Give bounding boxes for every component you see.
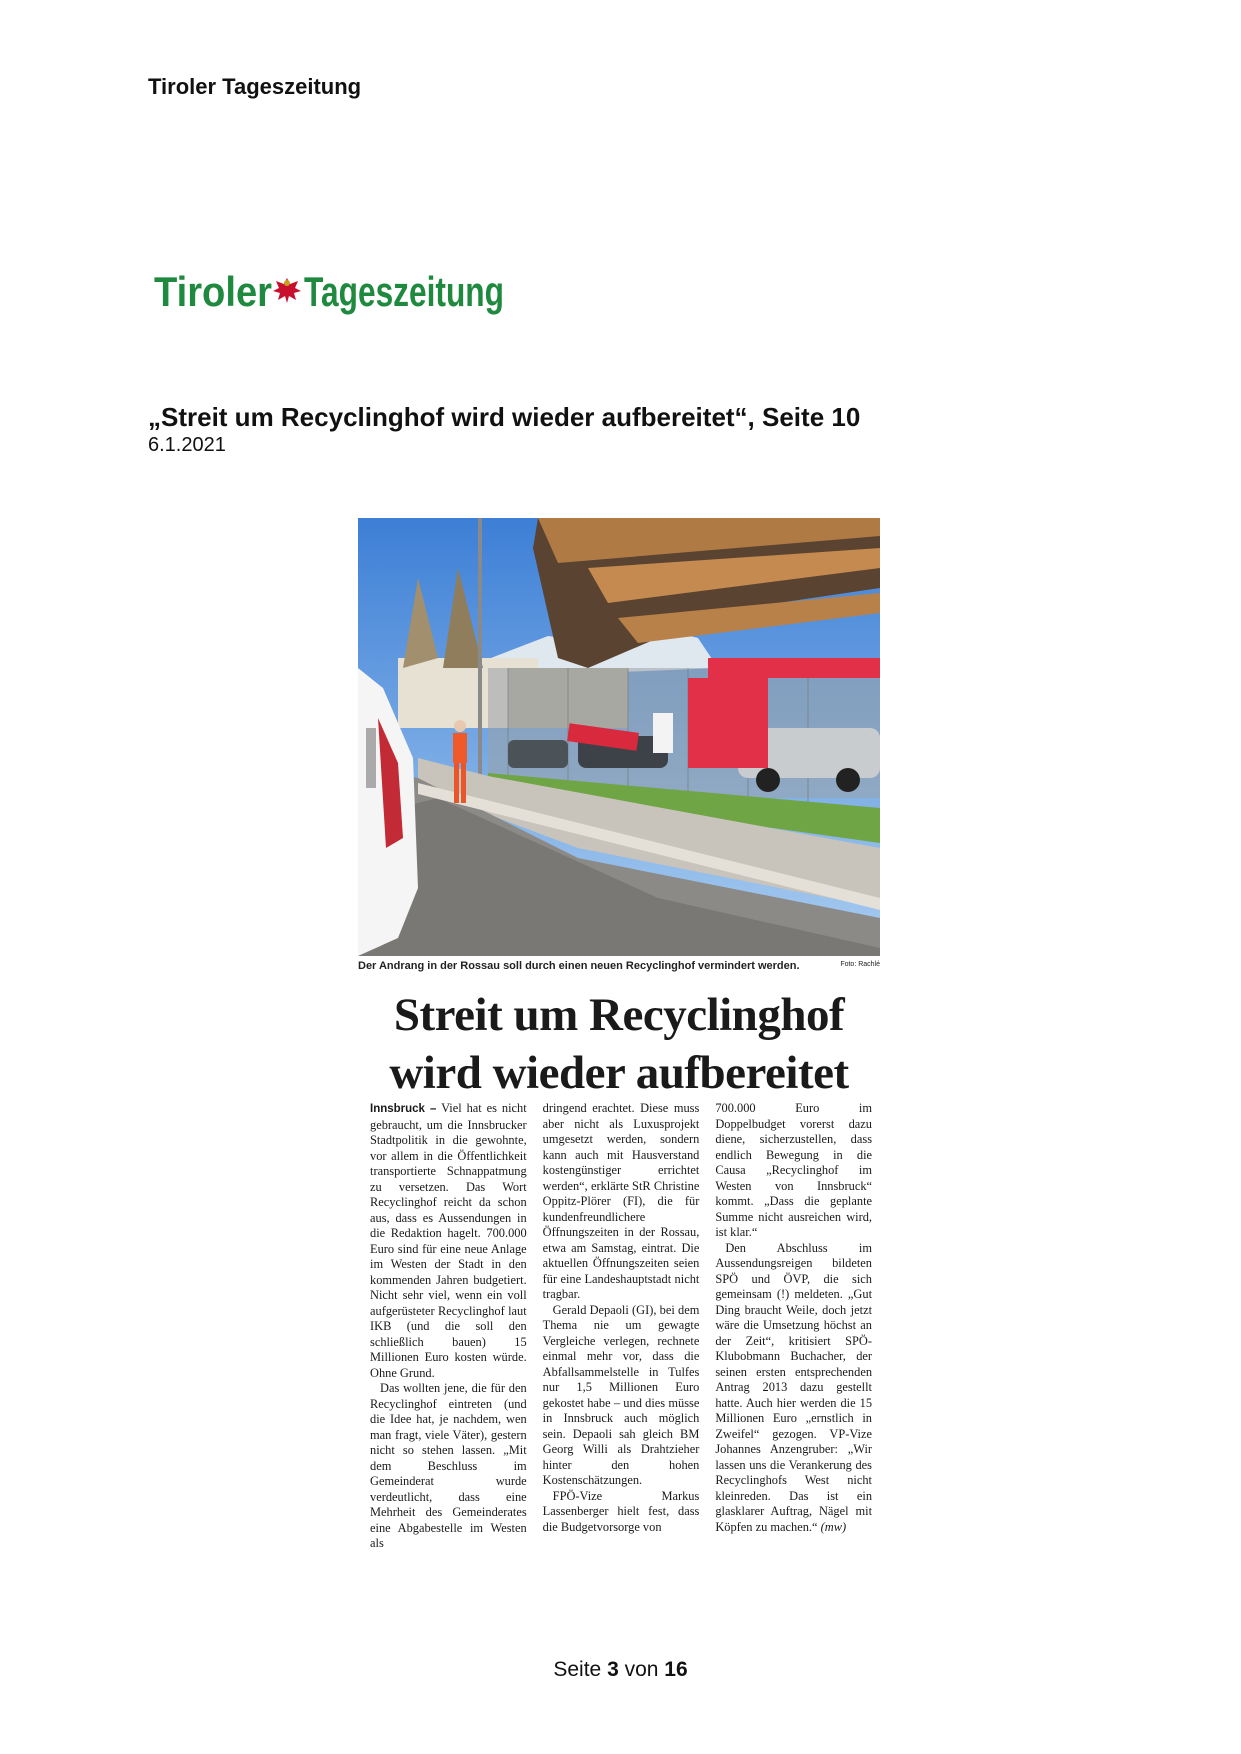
article-column-1 [370, 1101, 527, 1552]
article-column-3 [715, 1101, 872, 1552]
pager-prefix: Seite [553, 1658, 602, 1681]
article-headline [358, 986, 880, 1102]
page-indicator [0, 1658, 1241, 1682]
paragraph: 700.000 Euro im Doppelbudget vorerst dazu diene, sicherzustellen, dass endlich Bewegung in die Causa „Recyclinghof im Westen von Innsbruck“ kommt. „Dass die geplante Summe nicht ausreichen wird, ist klar.“ [715, 1101, 873, 1239]
headline-line-1: Streit um Recyclinghof [393, 989, 845, 1041]
document-title: „Streit um Recyclinghof wird wieder aufbereitet“, Seite 10 [148, 402, 861, 432]
pager-mid: von [624, 1658, 659, 1681]
tiroler-tageszeitung-logo [154, 262, 504, 322]
logo-text-left: Tiroler [154, 268, 272, 315]
byline: (mw) [820, 1519, 847, 1534]
current-page: 3 [607, 1658, 619, 1681]
paragraph: Gerald Depaoli (GI), bei dem Thema nie um gewagte Vergleiche verlegen, rechnete einmal mehr vor, dass die Abfallsammelstelle in Tulfes nur 1,5 Millionen Euro gekostet habe – und dies müsse in Innsbruck auch möglich sein. Depaoli sah gleich BM Georg Willi als Drahtzieher hinter den hohen Kostenschätzungen. [542, 1302, 700, 1487]
article-column-2 [543, 1101, 700, 1552]
paragraph-text: Viel hat es nicht gebraucht, um die Innsbrucker Stadtpolitik in die gewohnte, vor allem in die Öffentlichkeit transportierte Schnappatmung zu versetzen. Das Wort Recyclinghof reicht da schon aus, dass es Aussendungen in die Redaktion hagelt. 700.000 Euro sind für eine neue Anlage im Westen der Stadt in den kommenden Jahren budgetiert. Nicht sehr viel, wenn ein voll aufgerüsteter Recyclinghof laut IKB (und die soll den schließlich bauen) 15 Millionen Euro kosten würde. Ohne Grund. [370, 1101, 527, 1380]
publication-header: Tiroler Tageszeitung [148, 74, 362, 99]
paragraph-text: Den Abschluss im Aussendungsreigen bildeten SPÖ und ÖVP, die sich gemeinsam (!) meldeten. „Gut Ding braucht Weile, doch jetzt wäre die Umsetzung höchst an der Zeit“, kritisiert SPÖ-Klubobmann Buchacher, der seinen ersten entsprechenden Antrag 2013 dazu gestellt hatte. Auch hier werden die 15 Millionen Euro „ernstlich in Zweifel“ gezogen. VP-Vize Johannes Anzengruber: „Wir lassen uns die Verankerung des Recyclinghofs West nicht kleinreden. Das ist ein glasklarer Auftrag, Nägel mit Köpfen zu machen.“ [715, 1240, 873, 1534]
paragraph: dringend erachtet. Diese muss aber nicht als Luxusprojekt umgesetzt werden, sondern kann auch mit Hausverstand kostengünstiger errichtet werden“, erklärte StR Christine Oppitz-Plörer (FI), die für kundenfreundlichere Öffnungszeiten in der Rossau, etwa am Samstag, eintrat. Die aktuellen Öffnungszeiten seien für eine Landeshauptstadt nicht tragbar. [542, 1101, 700, 1301]
dateline: Innsbruck – [370, 1103, 437, 1115]
paragraph: FPÖ-Vize Markus Lassenberger hielt fest, dass die Budgetvorsorge von [542, 1488, 700, 1534]
document-date: 6.1.2021 [148, 434, 226, 456]
paragraph [715, 1241, 872, 1536]
caption-text: Der Andrang in der Rossau soll durch einen neuen Recyclinghof vermindert werden. [358, 960, 800, 972]
logo-text-right: Tageszeitung [304, 268, 504, 315]
article-body [370, 1101, 872, 1552]
photo-caption [358, 958, 880, 976]
photo-credit: Foto: Rachlé [840, 961, 880, 968]
eagle-icon [273, 278, 301, 303]
headline-line-2: wird wieder aufbereitet [389, 1047, 849, 1099]
total-pages: 16 [664, 1658, 688, 1681]
article-photo [358, 518, 880, 956]
newspaper-clipping [358, 518, 880, 1593]
paragraph: Das wollten jene, die für den Recyclinghof eintreten (und die Idee hat, je nachdem, wen man fragt, viele Väter), gestern nicht so stehen lassen. „Mit dem Beschluss im Gemeinderat wurde verdeutlicht, dass eine Mehrheit des Gemeinderates eine Abgabestelle im Westen als [370, 1381, 527, 1550]
paragraph [370, 1101, 527, 1381]
